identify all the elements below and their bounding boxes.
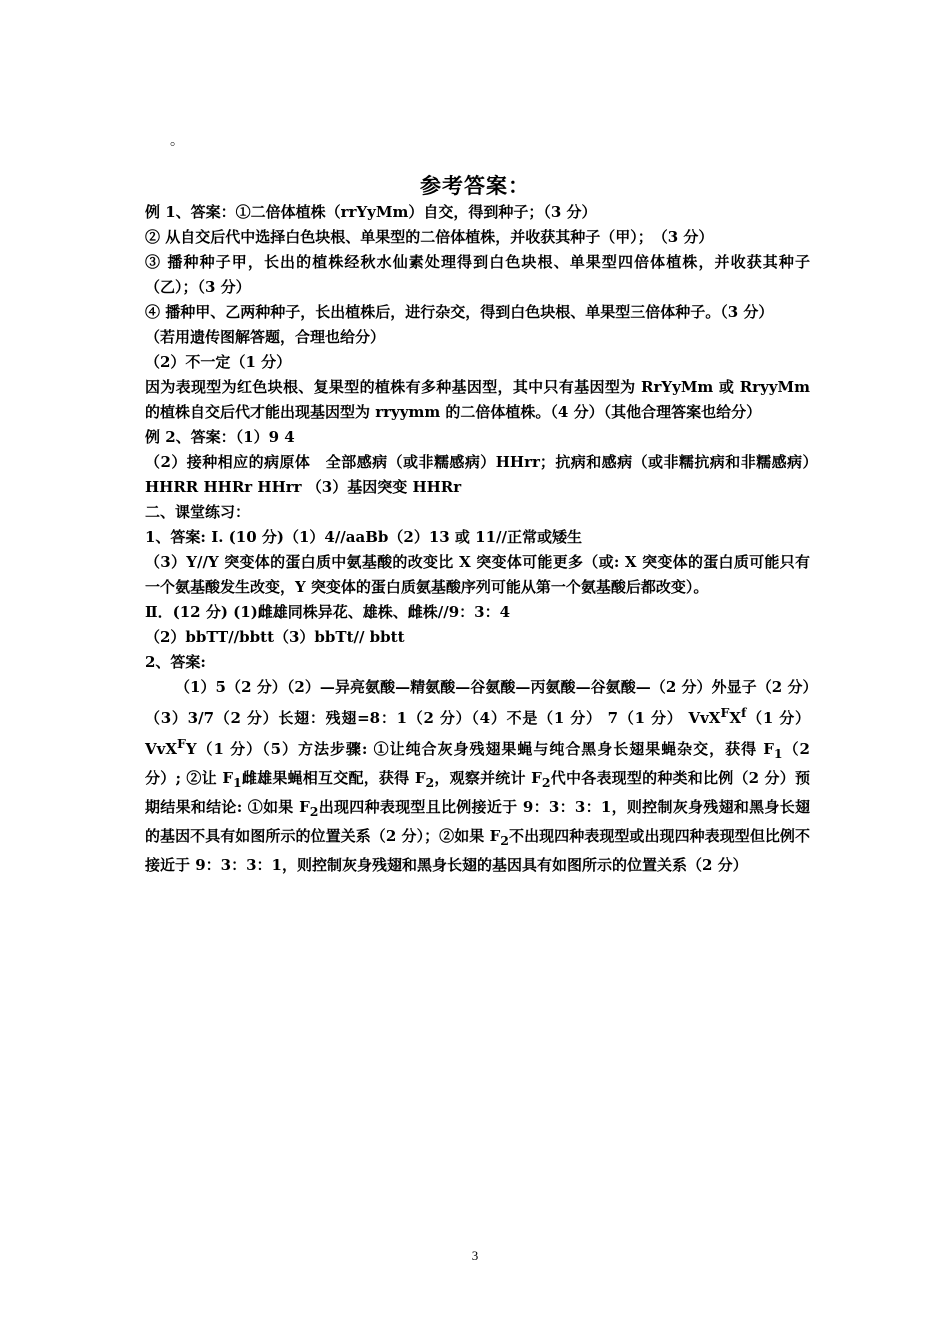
text-run: （1 分） VvX bbox=[145, 709, 810, 758]
text-line: ② 从自交后代中选择白色块根、单果型的二倍体植株，并收获其种子（甲）； （3 分） bbox=[145, 228, 714, 246]
text-line: Ⅱ．(12 分) (1)雌雄同株异花、雄株、雌株//9：3：4 bbox=[145, 603, 511, 621]
text-line: 例 1、答案：①二倍体植株（rrYyMm）自交，得到种子；（3 分） bbox=[145, 203, 597, 221]
text-line: 2、答案: bbox=[145, 653, 206, 671]
subscript: 1 bbox=[773, 746, 783, 761]
superscript: f bbox=[740, 705, 747, 720]
page-title: 参考答案： bbox=[420, 174, 530, 198]
text-line: （2）不一定（1 分） bbox=[145, 353, 292, 371]
text-line: ③ 播种种子甲，长出的植株经秋水仙素处理得到白色块根、单果型四倍体植株，并收获其种子（乙）；（3 分） bbox=[145, 253, 810, 296]
text-line: 例 2、答案：（1）9 4 bbox=[145, 428, 295, 446]
text-line: （2）bbTT//bbtt（3）bbTt// bbtt bbox=[145, 628, 405, 646]
text-run: 雌雄果蝇相互交配，获得 F bbox=[241, 769, 426, 787]
text-run: X bbox=[729, 709, 741, 727]
text-line: （若用遗传图解答题，合理也给分） bbox=[145, 328, 386, 346]
text-line: 二、课堂练习： bbox=[145, 503, 251, 521]
superscript: F bbox=[177, 736, 186, 751]
text-line: （2）接种相应的病原体 全部感病（或非糯感病）HHrr；抗病和感病（或非糯抗病和非糯感病） HHRR HHRr HHrr （3）基因突变 HHRr bbox=[145, 453, 826, 496]
subscript: 2 bbox=[425, 775, 435, 790]
text-line: （3）Y//Y 突变体的蛋白质中氨基酸的改变比 X 突变体可能更多（或: X 突变体的蛋白质可能只有一个氨基酸发生改变，Y 突变体的蛋白质氨基酸序列可能从第一个氨基酸后都改变）。 bbox=[145, 553, 810, 596]
text-run: ，观察并统计 F bbox=[434, 769, 542, 787]
text-run: 出现四种表现型且比例接近于 9：3：3：1，则控制灰身残翅和黑身长翅的基因不具有如图所示的位置关系（2 分）；②如果 F bbox=[145, 798, 810, 845]
answer-2-paragraph bbox=[145, 675, 810, 878]
text-line: 1、答案: I. (10 分)（1）4//aaBb（2）13 或 11//正常或矮生 bbox=[145, 528, 582, 546]
subscript: 2 bbox=[541, 775, 551, 790]
superscript: F bbox=[720, 705, 730, 720]
answer-content bbox=[145, 200, 826, 878]
text-run: （2 分）; ②让 F bbox=[145, 740, 810, 787]
subscript: 1 bbox=[232, 775, 242, 790]
page-number: 3 bbox=[471, 1248, 479, 1263]
text-line: ④ 播种甲、乙两种种子，长出植株后，进行杂交，得到白色块根、单果型三倍体种子。（3 分） bbox=[145, 303, 774, 321]
text-run: Y（1 分）（5）方法步骤: ①让纯合灰身残翅果蝇与纯合黑身长翅果蝇杂交，获得 F bbox=[185, 740, 774, 758]
text-run: （1）5（2 分）（2）—异亮氨酸—精氨酸—谷氨酸—丙氨酸—谷氨酸—（2 分）外显子（2 分）（3）3/7（2 分）长翅：残翅=8：1（2 分）（4）不是（1 分） 7（1 分） VvX bbox=[145, 678, 810, 727]
subscript: 2 bbox=[500, 833, 509, 848]
text-line: 因为表现型为红色块根、复果型的植株有多种基因型，其中只有基因型为 RrYyMm 或 RryyMm 的植株自交后代才能出现基因型为 rryymm 的二倍体植株。（4 分）（其他合理答案也给分） bbox=[145, 378, 810, 421]
text-run: 代中各表现型的种类和比例（2 分）预期结果和结论: ①如果 F bbox=[145, 769, 811, 816]
subscript: 2 bbox=[309, 804, 319, 819]
text-run: 不出现四种表现型或出现四种表现型但比例不接近于 9：3：3：1，则控制灰身残翅和黑身长翅的基因具有如图所示的位置关系（2 分） bbox=[145, 827, 810, 874]
top-mark: 。 bbox=[170, 133, 184, 149]
